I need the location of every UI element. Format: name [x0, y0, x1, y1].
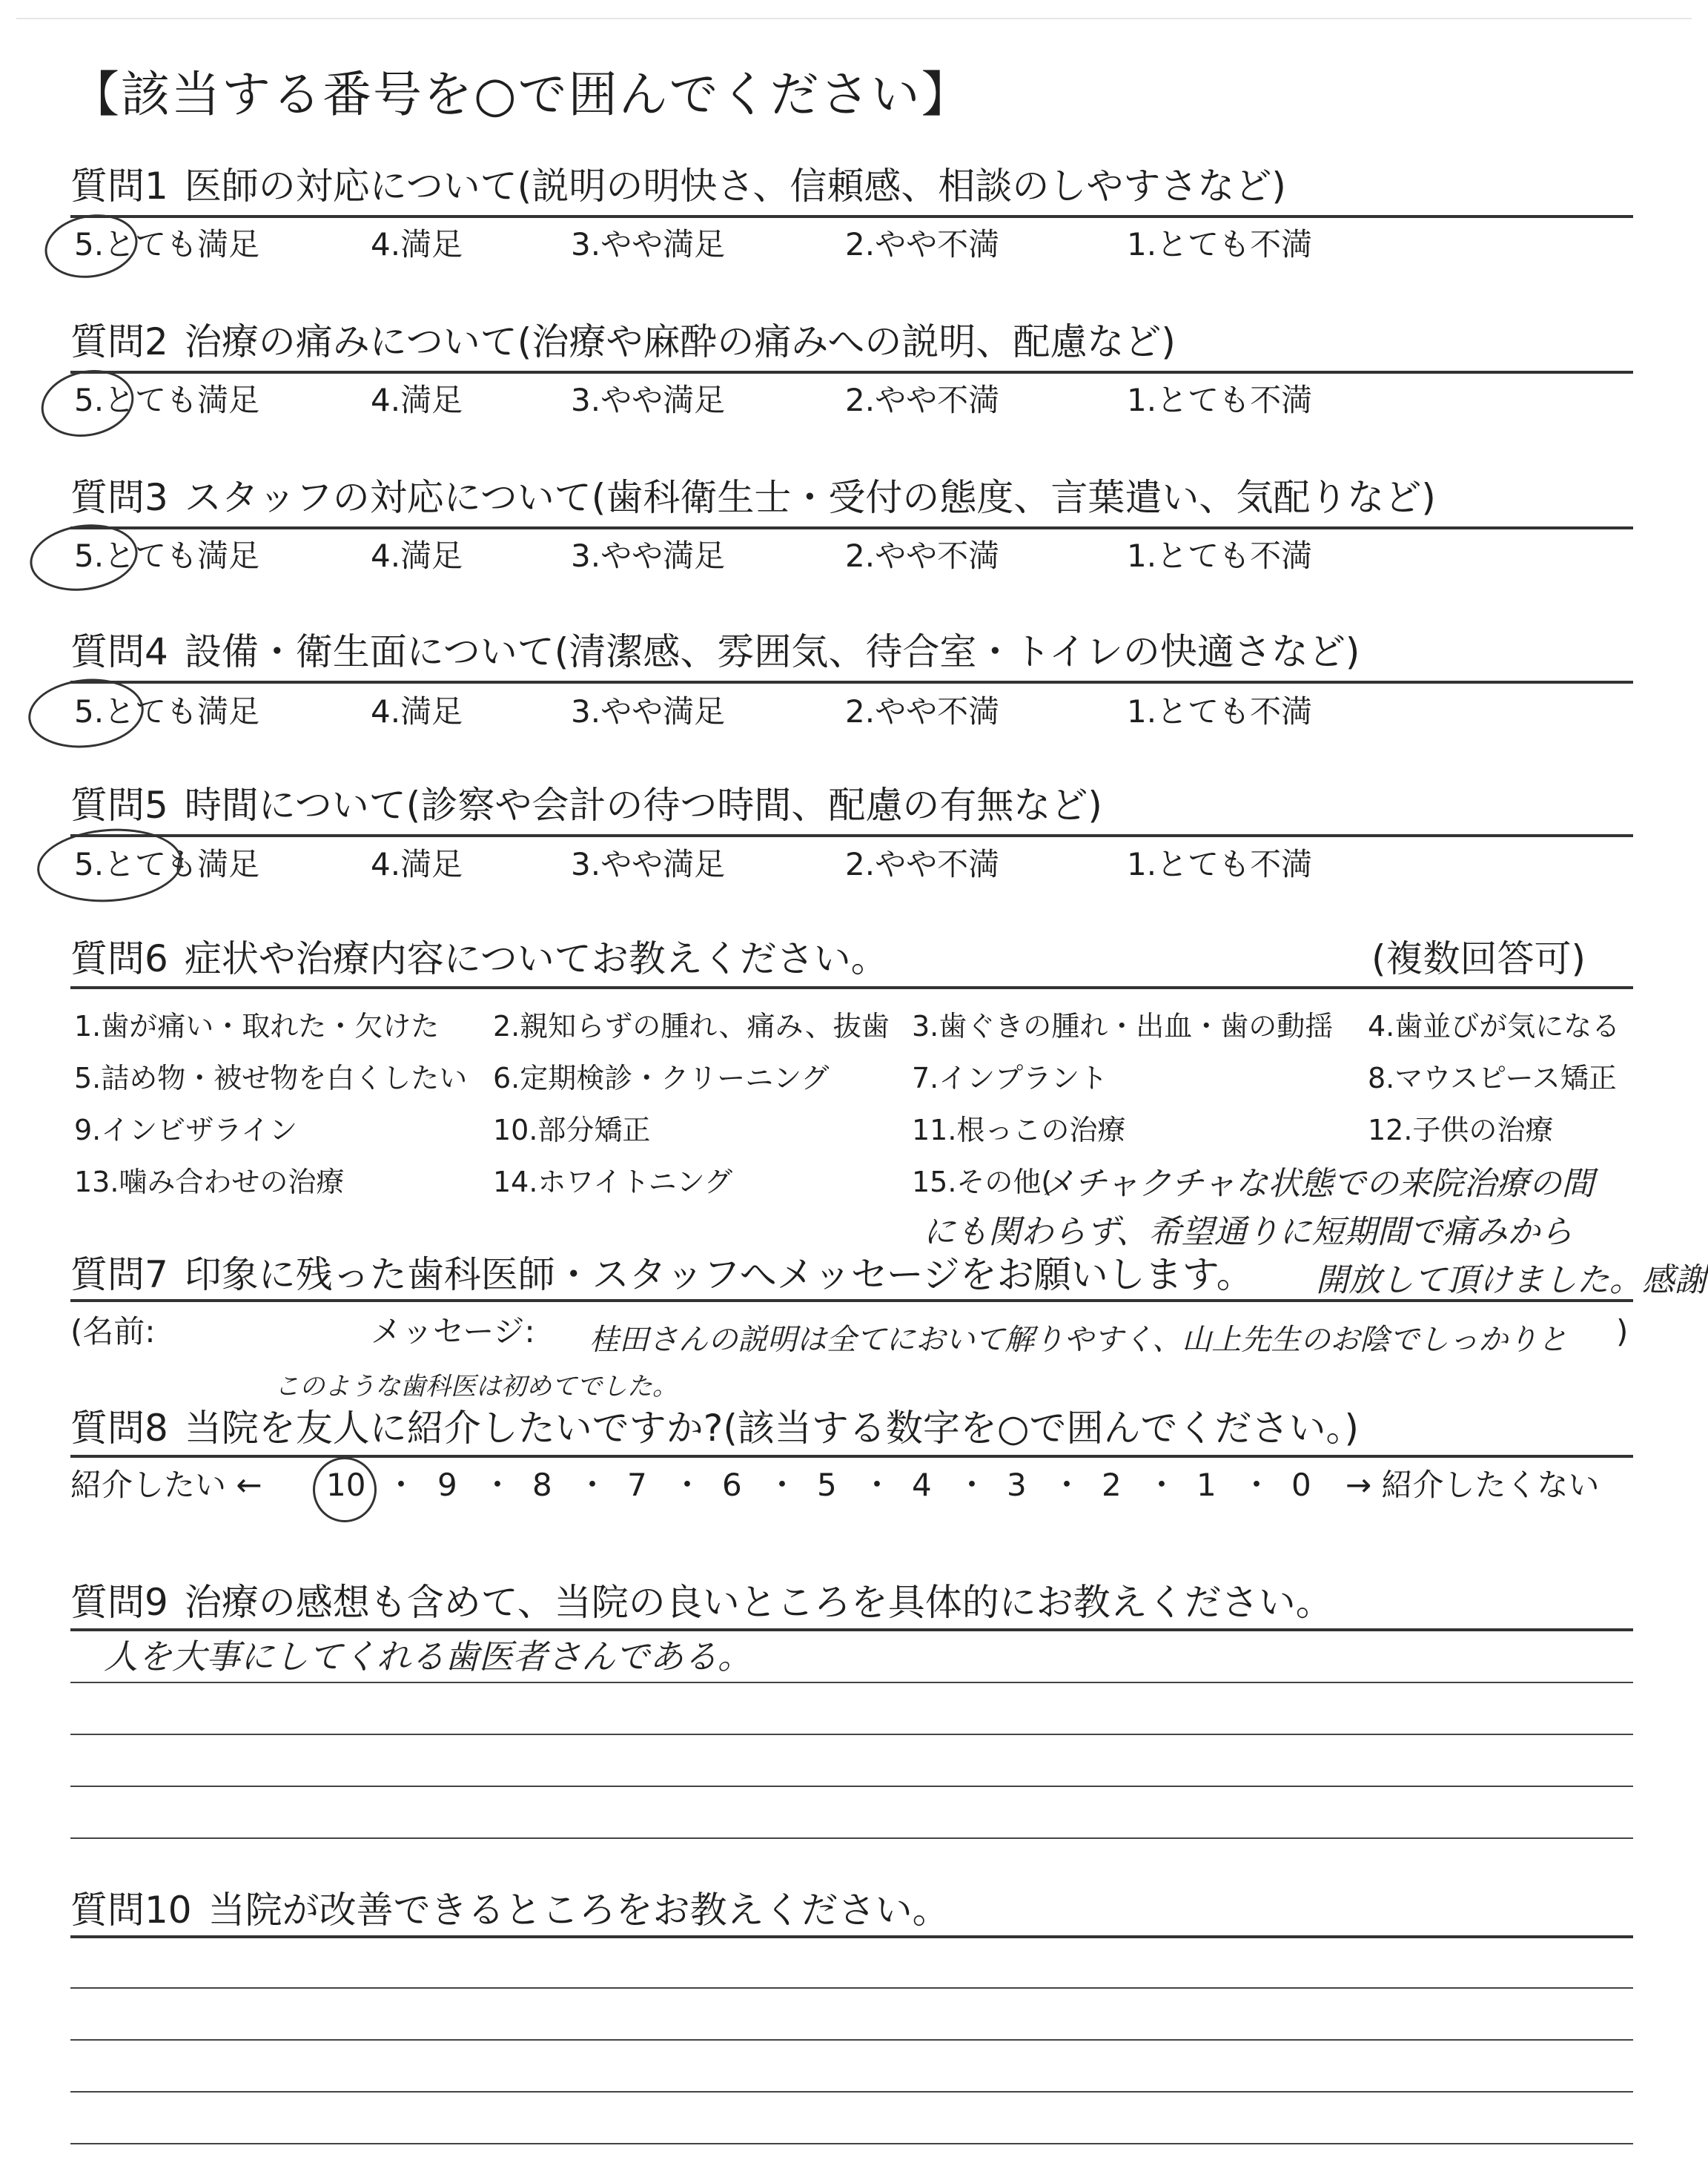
other-handwritten-line-2: にも関わらず、希望通りに短期間で痛みから: [923, 1213, 1573, 1251]
q4-option-1[interactable]: 1.とても不満: [1127, 693, 1313, 730]
question-2-number: 質問2: [70, 320, 168, 363]
q5-option-2[interactable]: 2.やや不満: [845, 846, 1000, 882]
question-8-rule: [70, 1455, 1633, 1458]
question-6-text: 症状や治療内容についてお教えください。: [184, 937, 888, 980]
question-7-heading: [70, 1252, 1301, 1298]
question-10-rule: [70, 1935, 1633, 1938]
name-label: (名前:: [70, 1313, 156, 1350]
question-3-options: [74, 535, 1483, 577]
question-7-text: 印象に残った歯科医師・スタッフへメッセージをお願いします。: [184, 1253, 1254, 1296]
scale-sep: ・: [956, 1467, 988, 1503]
scale-4[interactable]: 4: [912, 1467, 932, 1503]
scale-0[interactable]: 0: [1291, 1467, 1311, 1503]
q9-handwritten-answer: 人を大事にしてくれる歯医者さんである。: [104, 1636, 752, 1677]
other-handwritten-line-3: 開放して頂けました。感謝: [1316, 1261, 1707, 1299]
question-9-number: 質問9: [70, 1581, 168, 1624]
scale-sep: ・: [767, 1467, 798, 1503]
q3-option-1[interactable]: 1.とても不満: [1127, 538, 1313, 574]
scale-sep: ・: [482, 1467, 514, 1503]
scale-10[interactable]: 10: [326, 1467, 366, 1503]
question-8-number: 質問8: [70, 1407, 168, 1450]
answer-line: [70, 1987, 1633, 1989]
scale-8[interactable]: 8: [532, 1467, 552, 1503]
scale-sep: ・: [1241, 1467, 1273, 1503]
scale-sep: ・: [385, 1467, 417, 1503]
question-10-number: 質問10: [70, 1889, 192, 1932]
question-6-number: 質問6: [70, 937, 168, 980]
answer-line: [70, 1786, 1633, 1787]
q3-option-2[interactable]: 2.やや不満: [845, 538, 1000, 574]
q4-option-2[interactable]: 2.やや不満: [845, 693, 1000, 730]
question-3-text: スタッフの対応について(歯科衛生士・受付の態度、言葉遣い、気配りなど): [184, 476, 1436, 519]
q2-option-5[interactable]: 5.とても満足: [74, 382, 260, 418]
symptom-item-11[interactable]: 11.根っこの治療: [912, 1114, 1126, 1146]
q3-option-4[interactable]: 4.満足: [371, 538, 463, 574]
answer-line: [70, 1682, 1633, 1683]
answer-line: [70, 2143, 1633, 2144]
question-3-heading: [70, 475, 1627, 521]
question-7-number: 質問7: [70, 1253, 168, 1296]
question-2-heading: [70, 319, 1627, 365]
question-1-options: [74, 224, 1483, 265]
symptom-item-10[interactable]: 10.部分矯正: [493, 1114, 651, 1146]
answer-line: [70, 2091, 1633, 2093]
question-6-rule: [70, 986, 1633, 989]
scale-2[interactable]: 2: [1102, 1467, 1122, 1503]
q5-option-1[interactable]: 1.とても不満: [1127, 846, 1313, 882]
scale-5[interactable]: 5: [817, 1467, 837, 1503]
q2-option-4[interactable]: 4.満足: [371, 382, 463, 418]
q2-option-1[interactable]: 1.とても不満: [1127, 382, 1313, 418]
scale-sep: ・: [861, 1467, 893, 1503]
question-5-text: 時間について(診察や会計の待つ時間、配慮の有無など): [184, 784, 1102, 827]
question-5-options: [74, 844, 1483, 885]
question-10-heading: [70, 1887, 1627, 1933]
answer-line: [70, 1837, 1633, 1839]
q4-option-3[interactable]: 3.やや満足: [571, 693, 726, 730]
q5-option-3[interactable]: 3.やや満足: [571, 846, 726, 882]
symptom-item-8[interactable]: 8.マウスピース矯正: [1368, 1062, 1617, 1094]
scale-9[interactable]: 9: [437, 1467, 457, 1503]
other-handwritten-line-1: メチャクチャな状態での来院治療の間: [1042, 1165, 1595, 1203]
q5-option-4[interactable]: 4.満足: [371, 846, 463, 882]
question-5-rule: [70, 834, 1633, 837]
symptom-item-14[interactable]: 14.ホワイトニング: [493, 1166, 733, 1198]
scale-sep: ・: [672, 1467, 704, 1503]
message-handwritten-line-1: 桂田さんの説明は全てにおいて解りやすく、山上先生のお陰でしっかりと: [589, 1323, 1568, 1357]
question-8-heading: [70, 1405, 1627, 1451]
q1-option-4[interactable]: 4.満足: [371, 226, 463, 262]
question-4-options: [74, 691, 1483, 733]
symptom-item-13[interactable]: 13.噛み合わせの治療: [74, 1166, 345, 1198]
symptom-item-1[interactable]: 1.歯が痛い・取れた・欠けた: [74, 1010, 440, 1043]
question-1-heading: [70, 163, 1627, 209]
q3-option-3[interactable]: 3.やや満足: [571, 538, 726, 574]
question-5-number: 質問5: [70, 784, 168, 827]
question-3-number: 質問3: [70, 476, 168, 519]
scale-sep: ・: [1051, 1467, 1083, 1503]
question-5-heading: [70, 782, 1627, 828]
scale-7[interactable]: 7: [627, 1467, 647, 1503]
question-4-number: 質問4: [70, 630, 168, 673]
scale-6[interactable]: 6: [722, 1467, 742, 1503]
scale-sep: ・: [1146, 1467, 1178, 1503]
message-label: メッセージ:: [371, 1313, 535, 1350]
symptom-item-15[interactable]: 15.その他(: [912, 1166, 1053, 1198]
symptom-item-3[interactable]: 3.歯ぐきの腫れ・出血・歯の動揺: [912, 1010, 1334, 1043]
recommend-left-label: 紹介したい ←: [70, 1467, 262, 1503]
question-10-text: 当院が改善できるところをお教えください。: [208, 1889, 950, 1932]
symptom-item-5[interactable]: 5.詰め物・被せ物を白くしたい: [74, 1062, 468, 1094]
question-1-rule: [70, 215, 1633, 218]
answer-line: [70, 1734, 1633, 1735]
question-4-text: 設備・衛生面について(清潔感、雰囲気、待合室・トイレの快適さなど): [184, 630, 1360, 673]
symptom-item-4[interactable]: 4.歯並びが気になる: [1368, 1010, 1621, 1043]
scale-3[interactable]: 3: [1007, 1467, 1027, 1503]
question-4-heading: [70, 629, 1627, 675]
recommend-right-label: → 紹介したくない: [1345, 1467, 1600, 1503]
answer-line: [70, 2039, 1633, 2041]
symptom-item-12[interactable]: 12.子供の治療: [1368, 1114, 1554, 1146]
q4-option-4[interactable]: 4.満足: [371, 693, 463, 730]
q1-option-2[interactable]: 2.やや不満: [845, 226, 1000, 262]
question-1-text: 医師の対応について(説明の明快さ、信頼感、相談のしやすさなど): [184, 165, 1286, 208]
question-2-text: 治療の痛みについて(治療や麻酔の痛みへの説明、配慮など): [184, 320, 1176, 363]
question-3-rule: [70, 526, 1633, 529]
scale-1[interactable]: 1: [1196, 1467, 1217, 1503]
question-4-rule: [70, 681, 1633, 684]
message-close-paren: ): [1616, 1313, 1629, 1350]
question-9-heading: [70, 1579, 1627, 1625]
symptom-item-6[interactable]: 6.定期検診・クリーニング: [493, 1062, 830, 1094]
symptom-item-7[interactable]: 7.インプラント: [912, 1062, 1108, 1094]
page-title: 【該当する番号を○で囲んでください】: [70, 66, 972, 123]
scale-sep: ・: [577, 1467, 609, 1503]
question-2-options: [74, 380, 1483, 421]
q1-option-5[interactable]: 5.とても満足: [74, 226, 260, 262]
q1-option-1[interactable]: 1.とても不満: [1127, 226, 1313, 262]
question-2-rule: [70, 371, 1633, 374]
q2-option-3[interactable]: 3.やや満足: [571, 382, 726, 418]
question-8-text: 当院を友人に紹介したいですか?(該当する数字を○で囲んでください。): [184, 1407, 1359, 1450]
question-7-rule: [70, 1299, 1633, 1302]
page-edge: [16, 18, 1692, 19]
question-9-text: 治療の感想も含めて、当院の良いところを具体的にお教えください。: [184, 1581, 1333, 1624]
question-6-note: (複数回答可): [1371, 937, 1586, 980]
q5-option-5[interactable]: 5.とても満足: [74, 846, 260, 882]
question-1-number: 質問1: [70, 165, 168, 208]
symptom-item-2[interactable]: 2.親知らずの腫れ、痛み、抜歯: [493, 1010, 890, 1043]
symptom-item-9[interactable]: 9.インビザライン: [74, 1114, 298, 1146]
message-handwritten-line-2: このような歯科医は初めてでした。: [274, 1372, 678, 1401]
q1-option-3[interactable]: 3.やや満足: [571, 226, 726, 262]
q2-option-2[interactable]: 2.やや不満: [845, 382, 1000, 418]
q3-option-5[interactable]: 5.とても満足: [74, 538, 260, 574]
q4-option-5[interactable]: 5.とても満足: [74, 693, 260, 730]
